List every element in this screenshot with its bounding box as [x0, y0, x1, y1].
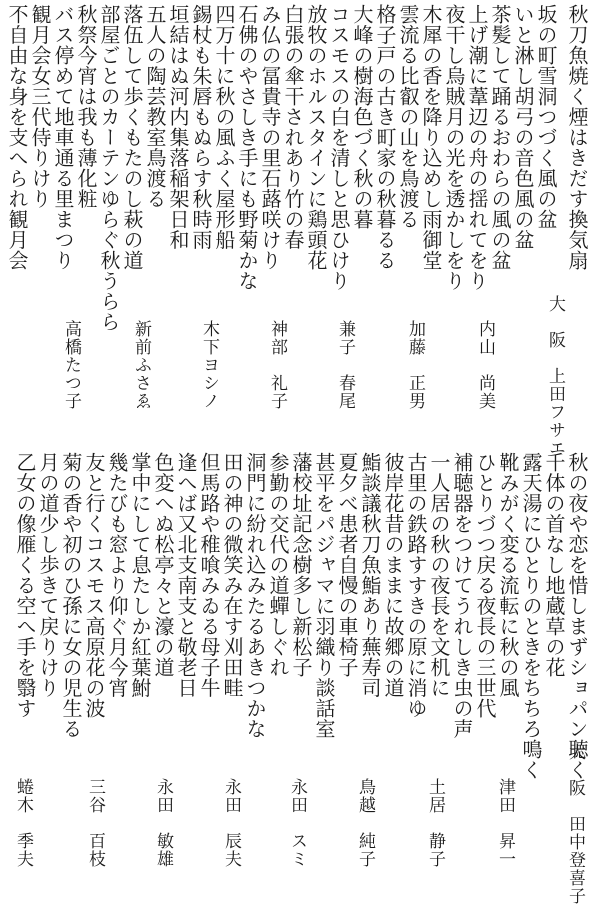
haiku-text: 白張の傘干されあり竹の春	[281, 4, 305, 250]
haiku-text: 田の神の微笑み在す刈田畦	[220, 452, 244, 698]
author-name: 大 阪 田中登喜子	[565, 743, 585, 905]
author-name: 大 阪 上田フサエ	[545, 295, 565, 457]
haiku-text: 石佛のやさしき手にも野菊かな	[235, 4, 259, 291]
haiku-text: バス停めて地車通る里まつり	[51, 4, 75, 271]
haiku-text: 放牧のホルスタインに鶏頭花	[304, 4, 328, 271]
author-name: 鳥越 純子	[355, 778, 375, 868]
haiku-text: 雲流る比叡の山を鳥渡る	[396, 4, 420, 230]
haiku-text: 参勤の交代の道蟬しぐれ	[266, 452, 290, 678]
author-name: 津田 昇一	[495, 778, 515, 868]
author-name: 神部 礼子	[267, 320, 287, 410]
haiku-text: 観月会女三代侍りけり	[28, 4, 52, 209]
bottom-half	[0, 448, 600, 905]
haiku-text: 秋刀魚焼く煙はきだす換気扇	[565, 4, 589, 271]
haiku-text: 大峰の樹海色づく秋の暮	[350, 4, 374, 230]
haiku-text: 友と行くコスモス高原花の波	[82, 452, 106, 719]
author-name: 土居 静子	[425, 778, 445, 868]
haiku-text: 掌中にして息たしか紅葉鮒	[128, 452, 152, 698]
haiku-text: み仏の冨貴寺の里石蕗咲けり	[258, 4, 282, 271]
haiku-text: 秋の夜や恋を惜しまずショパン聴く	[565, 452, 589, 780]
author-name: 永田 敏雄	[153, 778, 173, 868]
haiku-column	[0, 0, 34, 440]
author-name: 永田 辰夫	[221, 778, 241, 868]
author-name: 新前ふさゑ	[131, 320, 151, 410]
haiku-text: コスモスの白を清しと思ひけり	[327, 4, 351, 291]
haiku-text: 格子戸の古き町家の秋暮るる	[373, 4, 397, 271]
author-name: 高橋たつ子	[61, 320, 81, 410]
haiku-text: 鮨談議秋刀魚鮨あり蕪寿司	[358, 452, 382, 698]
haiku-text: 一人居の秋の夜長を文机に	[427, 452, 451, 698]
haiku-text: 部屋ごとのカーテンゆらぐ秋うらら	[97, 4, 121, 332]
haiku-text: 露天湯にひとりのときをちちろ鳴く	[519, 452, 543, 780]
haiku-text: 五人の陶芸教室鳥渡る	[143, 4, 167, 209]
haiku-text: 色変へぬ松亭々と濠の道	[151, 452, 175, 678]
haiku-text: 木犀の香を降り込めし雨御堂	[419, 4, 443, 271]
haiku-text: 落伍して歩くもたのし萩の道	[120, 4, 144, 271]
haiku-text: 秋祭今宵は我も薄化粧	[74, 4, 98, 209]
author-name: 蜷木 季夫	[13, 778, 33, 868]
author-name: 永田 スミ	[287, 778, 307, 868]
haiku-text: 洞門に紛れ込みたるあきつかな	[243, 452, 267, 739]
haiku-text: 古里の鉄路すすきの原に消ゆ	[404, 452, 428, 719]
haiku-text: ひとりづつ戻る夜長の三世代	[473, 452, 497, 719]
haiku-text: 幾たびも窓より仰ぐ月今宵	[105, 452, 129, 698]
haiku-text: いと淋し胡弓の音色風の盆	[511, 4, 535, 250]
haiku-text: 不自由な身を支へられ観月会	[5, 4, 29, 271]
haiku-text: 夏夕べ患者自慢の車椅子	[335, 452, 359, 678]
haiku-text: 錫杖も朱唇もぬらす秋時雨	[189, 4, 213, 250]
haiku-text: 補聴器をつけてうれしき虫の声	[450, 452, 474, 739]
haiku-text: 但馬路や稚喰みゐる母子牛	[197, 452, 221, 698]
haiku-text: 靴みがく変る流転に秋の風	[496, 452, 520, 698]
author-name: 内山 尚美	[475, 320, 495, 410]
author-name: 兼子 春尾	[335, 320, 355, 410]
haiku-text: 月の道少し歩きて戻りけり	[36, 452, 60, 698]
author-name: 加藤 正男	[405, 320, 425, 410]
haiku-text: 茶髪して踊るおわらの風の盆	[488, 4, 512, 271]
haiku-text: 垣結はぬ河内集落稲架日和	[166, 4, 190, 250]
haiku-text: 乙女の像雁くる空へ手を翳す	[13, 452, 37, 719]
haiku-text: 逢へば又北支南支と敬老日	[174, 452, 198, 698]
author-name: 三谷 百枝	[85, 778, 105, 868]
haiku-text: 夜干し烏賊月の光を透かしをり	[442, 4, 466, 291]
author-name: 木下ヨシノ	[199, 320, 219, 410]
haiku-text: 坂の町雪洞つづく風の盆	[534, 4, 558, 230]
haiku-text: 上げ潮に葦辺の舟の揺れてをり	[465, 4, 489, 291]
haiku-text: 彼岸花昔のままに故郷の道	[381, 452, 405, 698]
haiku-text: 菊の香や初のひ孫に女の児生る	[59, 452, 83, 739]
haiku-text: 千体の首なし地蔵草の花	[542, 452, 566, 678]
haiku-text: 甚平をパジャマに羽織り談話室	[312, 452, 336, 739]
haiku-text: 藩校址記念樹多し新松子	[289, 452, 313, 678]
haiku-text: 四万十に秋の風ふく屋形船	[212, 4, 236, 250]
